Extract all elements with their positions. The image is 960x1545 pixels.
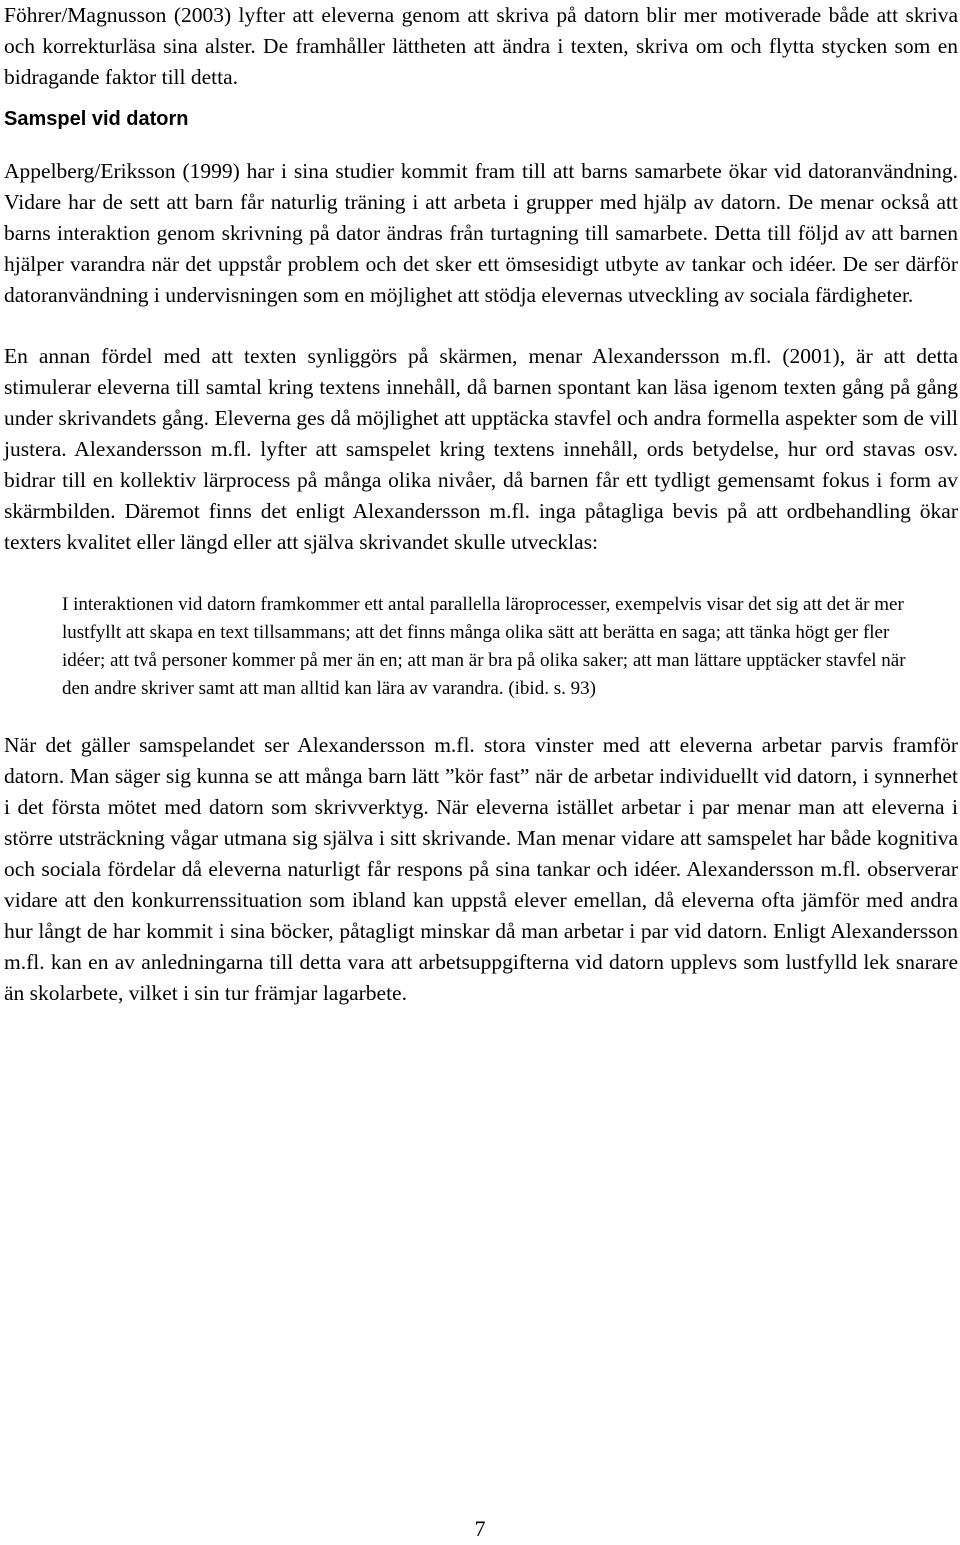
section-heading: Samspel vid datorn (4, 108, 189, 130)
document-page (4, 0, 958, 1009)
paragraph-alexandersson: En annan fördel med att texten synliggörs på skärmen, menar Alexandersson m.fl. (2001), är att detta stimulerar eleverna till samtal kring textens innehåll, då barnen spontant kan läsa igenom texten gång på gång under skrivandets gång. Eleverna ges då möjlighet att upptäcka stavfel och andra formella aspekter som de vill justera. Alexandersson m.fl. lyfter att samspelet kring textens innehåll, ords betydelse, hur ord stavas osv. bidrar till en kollektiv lärprocess på många olika nivåer, då barnen får ett tydligt gemensamt fokus i form av skärmbilden. Däremot finns det enligt Alexandersson m.fl. inga påtagliga bevis på att ordbehandling ökar texters kvalitet eller längd eller att själva skrivandet skulle utvecklas: (4, 344, 958, 554)
block-quote: I interaktionen vid datorn framkommer ett antal parallella läroprocesser, exempelvis visar det sig att det är mer lustfyllt att skapa en text tillsammans; att det finns många olika sätt att berätta en saga; att tänka högt ger fler idéer; att två personer kommer på mer än en; att man är bra på olika saker; att man lättare upptäcker stavfel när den andre skriver samt att man alltid kan lära av varandra. (ibid. s. 93) (62, 594, 906, 699)
paragraph-samspelandet: När det gäller samspelandet ser Alexandersson m.fl. stora vinster med att eleverna arbetar parvis framför datorn. Man säger sig kunna se att många barn lätt ”kör fast” när de arbetar individuellt vid datorn, i synnerhet i det första mötet med datorn som skrivverktyg. När eleverna istället arbetar i par menar man att eleverna i större utsträckning vågar utmana sig själva i sitt skrivande. Man menar vidare att samspelet har både kognitiva och sociala fördelar då eleverna naturligt får respons på sina tankar och idéer. Alexandersson m.fl. observerar vidare att den konkurrenssituation som ibland kan uppstå elever emellan, då eleverna ofta jämför med andra hur långt de har kommit i sina böcker, påtagligt minskar då man arbetar i par vid datorn. Enligt Alexandersson m.fl. kan en av anledningarna till detta vara att arbetsuppgifterna vid datorn upplevs som lustfylld lek snarare än skolarbete, vilket i sin tur främjar lagarbete. (4, 733, 958, 1005)
paragraph-appelberg: Appelberg/Eriksson (1999) har i sina studier kommit fram till att barns samarbete ökar vid datoranvändning. Vidare har de sett att barn får naturlig träning i att arbeta i grupper med hjälp av datorn. De menar också att barns interaktion genom skrivning på dator ändras från turtagning till samarbete. Detta till följd av att barnen hjälper varandra när det uppstår problem och det sker ett ömsesidigt utbyte av tankar och idéer. De ser därför datoranvändning i undervisningen som en möjlighet att stödja elevernas utveckling av sociala färdigheter. (4, 159, 958, 307)
page-number: 7 (474, 1516, 486, 1541)
intro-paragraph: Föhrer/Magnusson (2003) lyfter att eleverna genom att skriva på datorn blir mer motiverade både att skriva och korrekturläsa sina alster. De framhåller lättheten att ändra i texten, skriva om och flytta stycken som en bidragande faktor till detta. (4, 3, 958, 89)
